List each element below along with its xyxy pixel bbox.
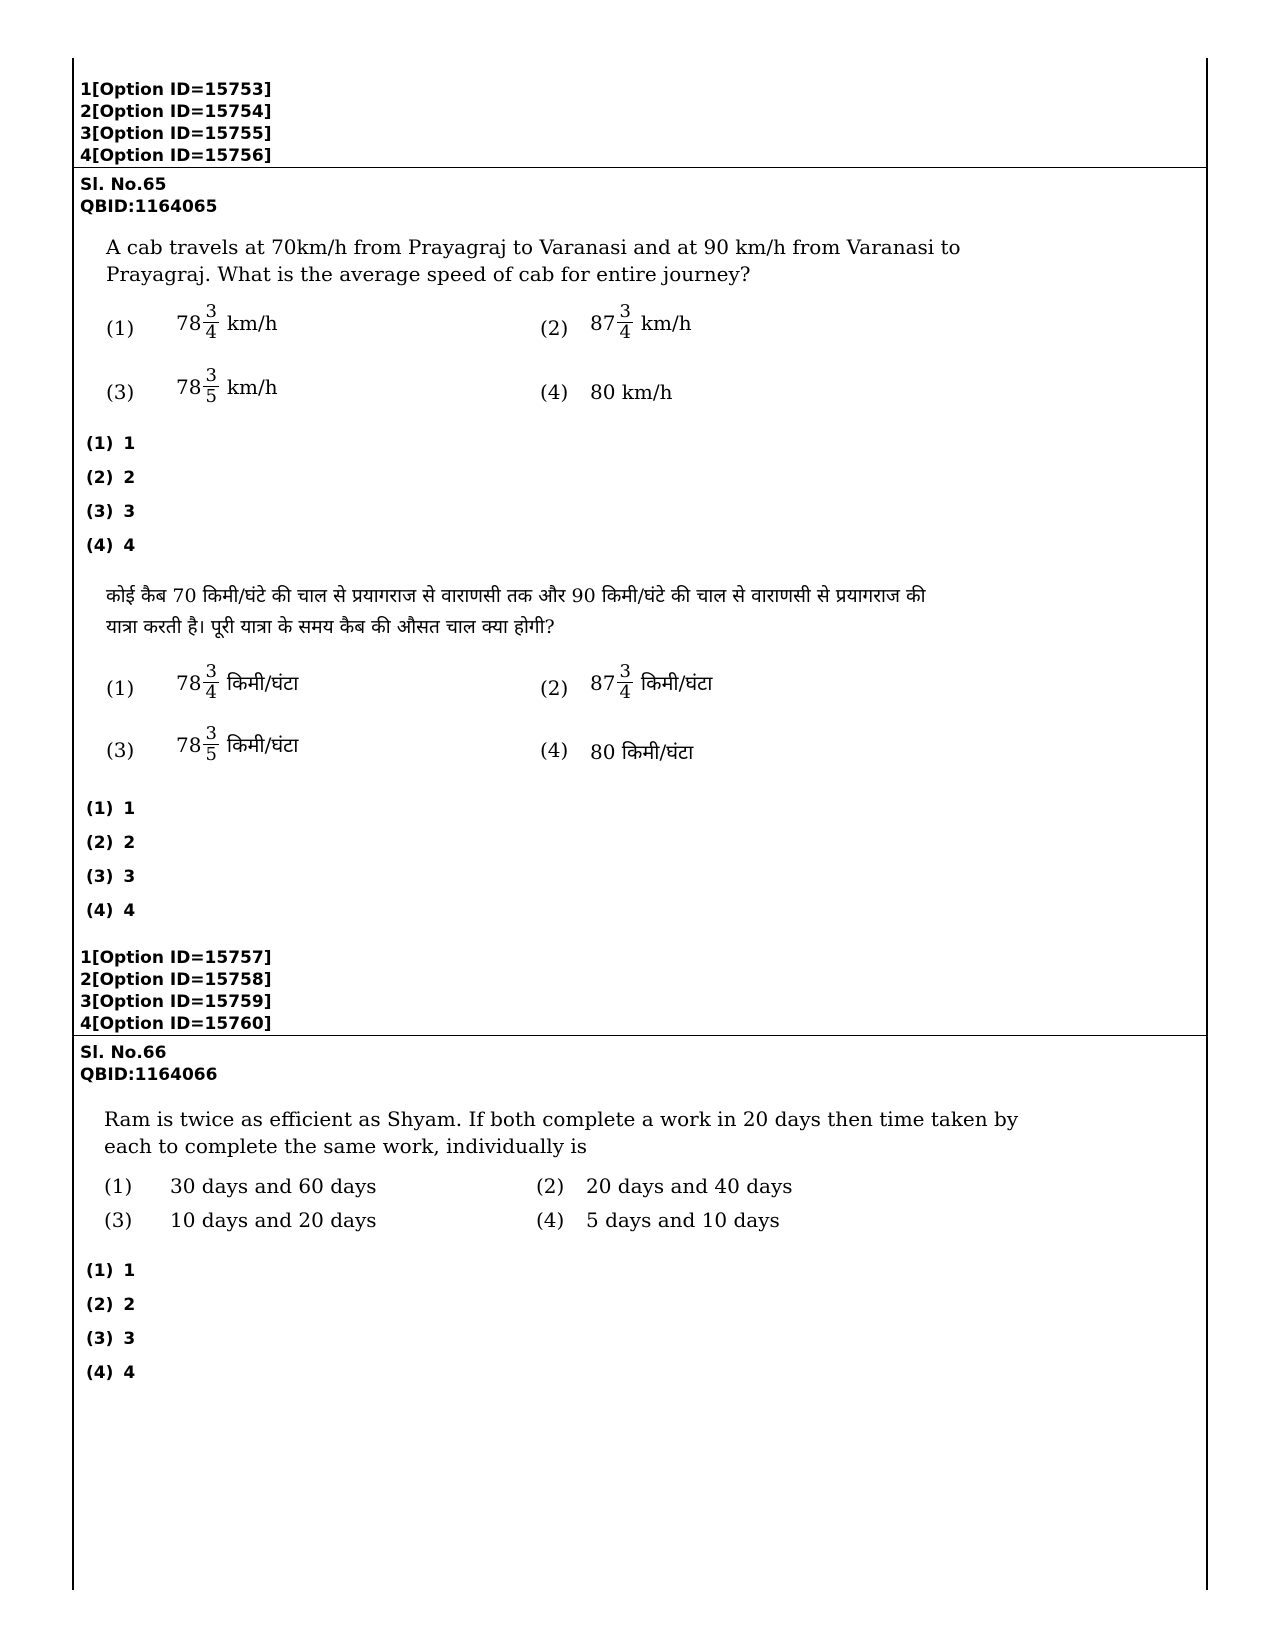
option-fraction [203,302,218,343]
answer-label: (2) [86,1295,114,1315]
answer-value: 3 [123,502,136,522]
option-unit: km/h [226,374,278,399]
answer-item[interactable] [86,867,135,887]
option-id-line: 1[Option ID=15757] [80,948,272,968]
serial-number: Sl. No.66 [80,1043,167,1063]
option-value [590,302,692,343]
divider [74,167,1206,168]
answer-label: (4) [86,536,114,556]
answer-label: (1) [86,1261,114,1281]
answer-label: (2) [86,833,114,853]
option-value [590,662,712,703]
option-unit: किमी/घंटा [226,671,299,695]
option-label: (2) [536,1174,565,1198]
option-unit: km/h [640,310,692,335]
divider [74,1035,1206,1036]
answer-label: (4) [86,901,114,921]
answer-value: 1 [123,434,136,454]
answer-item[interactable] [86,901,135,921]
answer-item[interactable] [86,1363,135,1383]
option-label: (4) [536,1208,565,1232]
option-fraction [203,366,218,407]
question-hi-line: यात्रा करती है। पूरी यात्रा के समय कैब की औसत चाल क्या होगी? [106,616,555,638]
answer-label: (4) [86,1363,114,1383]
option-id-line: 4[Option ID=15756] [80,146,272,166]
option-value [176,366,278,407]
numerator: 3 [619,661,631,682]
qbid: QBID:1164066 [80,1065,218,1085]
option-value: 20 days and 40 days [586,1174,793,1198]
option-value: 80 किमी/घंटा [590,740,694,764]
option-fraction [203,662,218,703]
option-value: 10 days and 20 days [170,1208,377,1232]
answer-item[interactable] [86,434,135,454]
answer-item[interactable] [86,1295,135,1315]
option-unit: km/h [226,310,278,335]
option-id-line: 3[Option ID=15759] [80,992,272,1012]
q65-header [80,174,217,218]
answer-label: (3) [86,1329,114,1349]
denominator: 4 [619,682,631,703]
option-whole: 78 [176,310,202,335]
numerator: 3 [205,723,217,744]
answer-value: 3 [123,1329,136,1349]
option-label: (3) [106,380,135,404]
q66-question: Ram is twice as efficient as Shyam. If both complete a work in 20 days then time taken by each to complete the same work, individually is [104,1107,1019,1158]
option-unit: किमी/घंटा [640,671,713,695]
serial-number: Sl. No.65 [80,175,167,195]
option-fraction [617,662,632,703]
numerator: 3 [205,661,217,682]
option-label: (4) [540,380,569,404]
answer-value: 4 [123,1363,136,1383]
answer-value: 3 [123,867,136,887]
option-label: (3) [104,1208,133,1232]
option-value [176,302,278,343]
numerator: 3 [205,301,217,322]
option-value: 30 days and 60 days [170,1174,377,1198]
numerator: 3 [619,301,631,322]
option-id-line: 4[Option ID=15760] [80,1014,272,1034]
q66-header [80,1042,217,1086]
option-whole: 78 [176,732,202,757]
option-fraction [617,302,632,343]
option-id-block-prev [80,79,271,167]
option-whole: 78 [176,374,202,399]
answer-value: 4 [123,536,136,556]
denominator: 5 [205,744,217,765]
option-label: (3) [106,738,135,762]
option-whole: 87 [590,670,616,695]
option-id-line: 2[Option ID=15754] [80,102,272,122]
answer-item[interactable] [86,468,135,488]
option-label: (1) [104,1174,133,1198]
option-value: 5 days and 10 days [586,1208,780,1232]
answer-value: 2 [123,468,136,488]
option-label: (1) [106,316,135,340]
option-whole: 87 [590,310,616,335]
option-label: (1) [106,676,135,700]
option-label: (2) [540,676,569,700]
answer-item[interactable] [86,1329,135,1349]
option-id-block [80,947,271,1035]
denominator: 5 [205,386,217,407]
answer-label: (1) [86,434,114,454]
answer-value: 4 [123,901,136,921]
page-frame [72,58,1208,1590]
option-id-line: 2[Option ID=15758] [80,970,272,990]
option-label: (4) [540,738,569,762]
answer-value: 1 [123,1261,136,1281]
denominator: 4 [619,322,631,343]
numerator: 3 [205,365,217,386]
answer-value: 2 [123,1295,136,1315]
option-value: 80 km/h [590,380,673,404]
answer-item[interactable] [86,833,135,853]
answer-item[interactable] [86,1261,135,1281]
answer-label: (3) [86,867,114,887]
denominator: 4 [205,682,217,703]
answer-item[interactable] [86,502,135,522]
answer-item[interactable] [86,799,135,819]
answer-label: (1) [86,799,114,819]
answer-item[interactable] [86,536,135,556]
option-id-line: 3[Option ID=15755] [80,124,272,144]
option-label: (2) [540,316,569,340]
q65-question-hi [106,581,1026,643]
option-id-line: 1[Option ID=15753] [80,80,272,100]
answer-label: (2) [86,468,114,488]
option-value [176,724,298,765]
denominator: 4 [205,322,217,343]
answer-value: 2 [123,833,136,853]
question-hi-line: कोई कैब 70 किमी/घंटे की चाल से प्रयागराज से वाराणसी तक और 90 किमी/घंटे की चाल से वाराणसी से प्रयागराज की [106,585,926,607]
option-value [176,662,298,703]
answer-value: 1 [123,799,136,819]
option-unit: किमी/घंटा [226,733,299,757]
answer-label: (3) [86,502,114,522]
option-fraction [203,724,218,765]
q65-question-en: A cab travels at 70km/h from Prayagraj to Varanasi and at 90 km/h from Varanasi to Prayagraj. What is the average speed of cab for entire journey? [106,235,961,286]
option-whole: 78 [176,670,202,695]
qbid: QBID:1164065 [80,197,218,217]
